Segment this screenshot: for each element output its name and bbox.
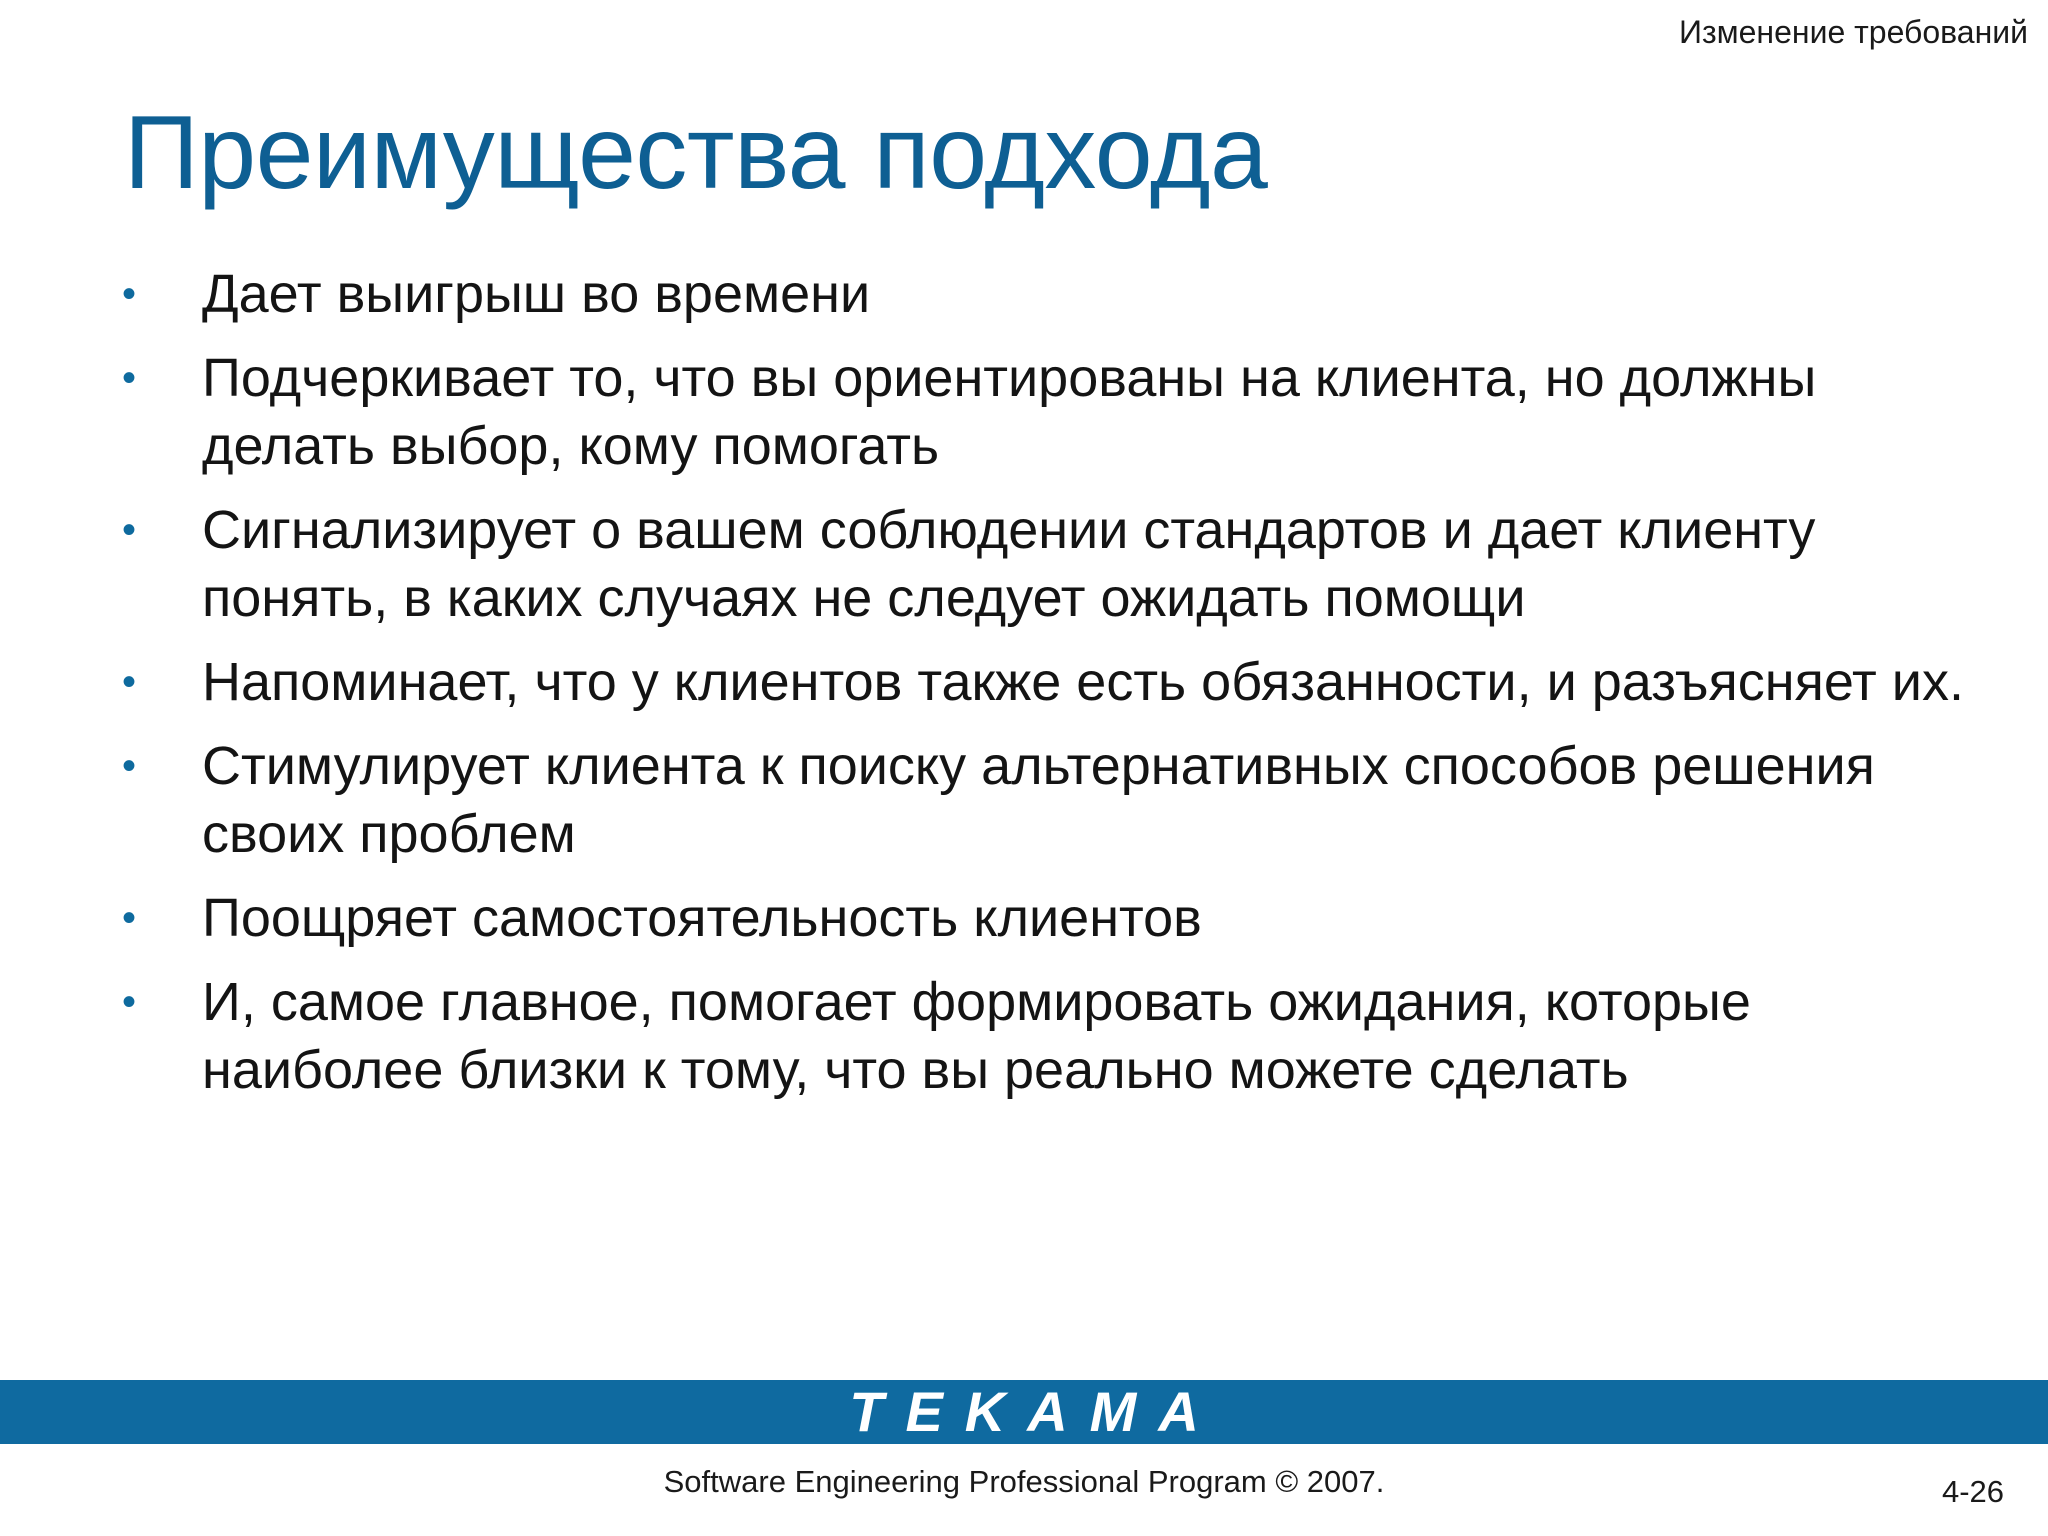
bullet-icon: • <box>122 272 137 316</box>
bullet-icon: • <box>122 980 137 1024</box>
bullet-text: Сигнализирует о вашем соблюдении стандартов и дает клиенту понять, в каких случаях не следует ожидать помощи <box>202 500 1816 628</box>
bullet-item <box>120 732 2000 868</box>
bullet-item <box>120 344 2000 480</box>
bullet-text: Подчеркивает то, что вы ориентированы на клиента, но должны делать выбор, кому помогать <box>202 348 1817 476</box>
bullet-text: И, самое главное, помогает формировать ожидания, которые наиболее близки к тому, что вы реально можете сделать <box>202 972 1751 1100</box>
section-header: Изменение требований <box>1678 14 2028 50</box>
bullet-icon: • <box>122 660 137 704</box>
bullet-item <box>120 260 2000 328</box>
bullet-text: Стимулирует клиента к поиску альтернативных способов решения своих проблем <box>202 736 1875 864</box>
bullet-text: Дает выигрыш во времени <box>202 264 871 324</box>
bullet-text: Поощряет самостоятельность клиентов <box>202 888 1202 948</box>
bullet-text: Напоминает, что у клиентов также есть обязанности, и разъясняет их. <box>202 652 1964 712</box>
bullet-item <box>120 968 2000 1104</box>
bullet-item <box>120 496 2000 632</box>
slide-title: Преимущества подхода <box>124 95 1268 211</box>
footer-band <box>0 1380 2048 1444</box>
bullet-icon: • <box>122 508 137 552</box>
bullet-icon: • <box>122 896 137 940</box>
tekama-logo: TEKAMA <box>849 1380 1221 1443</box>
page-number: 4-26 <box>1941 1474 2004 1509</box>
bullet-item <box>120 884 2000 952</box>
bullet-list <box>120 260 2000 1120</box>
bullet-item <box>120 648 2000 716</box>
footer-copyright: Software Engineering Professional Program © 2007. <box>663 1464 1385 1499</box>
bullet-icon: • <box>122 744 137 788</box>
bullet-icon: • <box>122 356 137 400</box>
